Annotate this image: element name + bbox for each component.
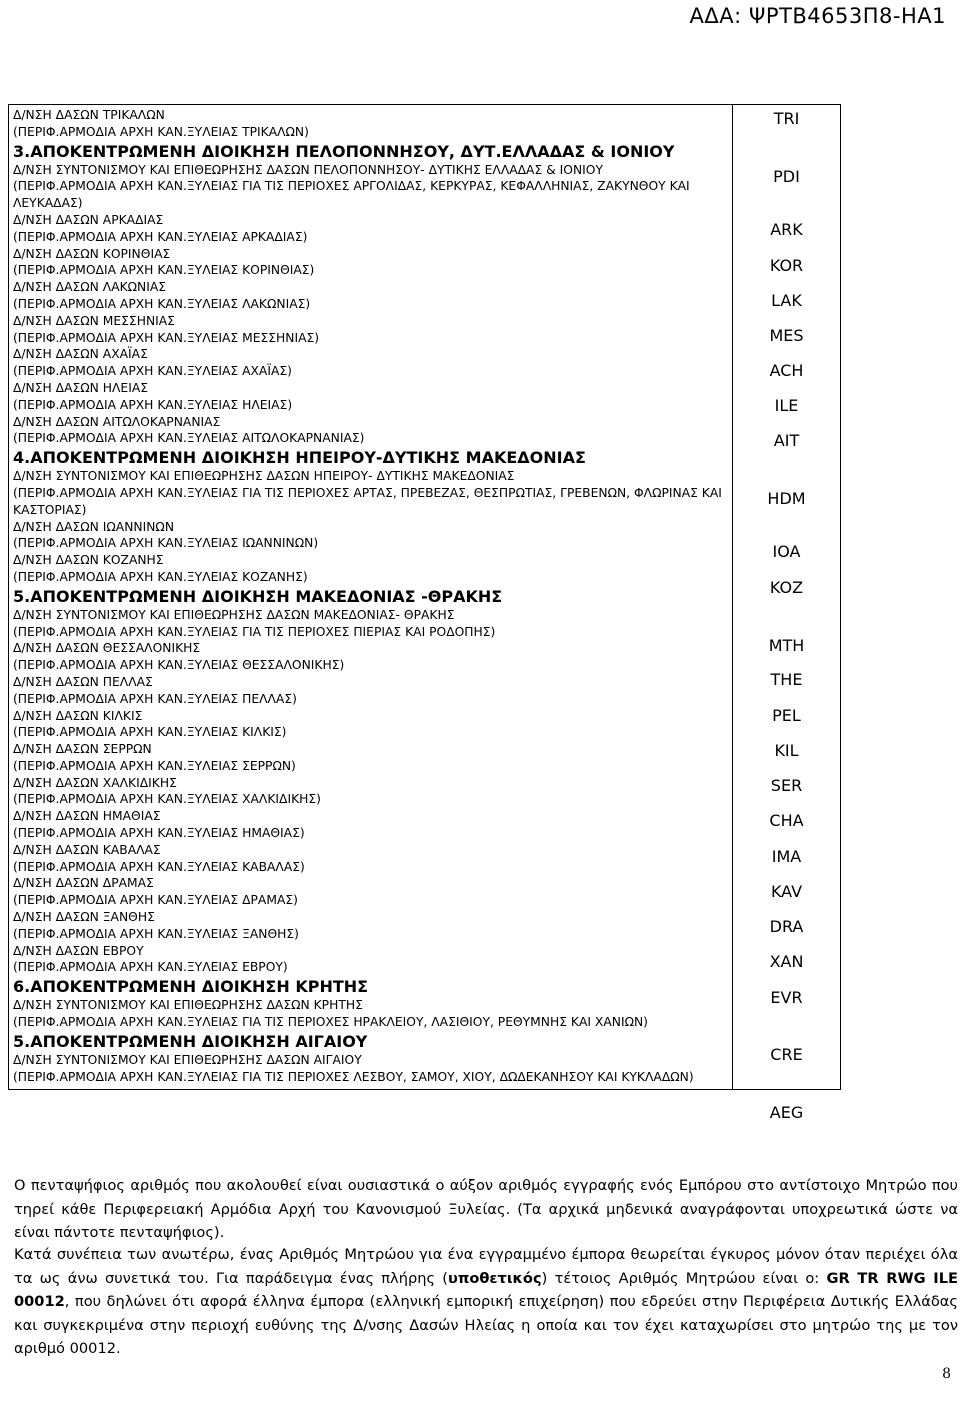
- authority-name: (ΠΕΡΙΦ.ΑΡΜΟΔΙΑ ΑΡΧΗ ΚΑΝ.ΞΥΛΕΙΑΣ ΓΙΑ ΤΙΣ ΠΕΡΙΟΧΕΣ ΗΡΑΚΛΕΙΟΥ, ΛΑΣΙΘΙΟΥ, ΡΕΘΥΜΝΗΣ ΚΑΙ ΧΑΝΙΩΝ): [13, 1015, 648, 1030]
- example-hypothetical: υποθετικός: [447, 1269, 542, 1287]
- authority-name: (ΠΕΡΙΦ.ΑΡΜΟΔΙΑ ΑΡΧΗ ΚΑΝ.ΞΥΛΕΙΑΣ ΓΙΑ ΤΙΣ ΠΕΡΙΟΧΕΣ ΠΙΕΡΙΑΣ ΚΑΙ ΡΟΔΟΠΗΣ): [13, 624, 496, 639]
- directorate-name: Δ/ΝΣΗ ΔΑΣΩΝ ΑΙΤΩΛΟΚΑΡΝΑΝΙΑΣ: [13, 414, 221, 429]
- authority-code: DRA: [769, 917, 804, 936]
- authority-name: (ΠΕΡΙΦ.ΑΡΜΟΔΙΑ ΑΡΧΗ ΚΑΝ.ΞΥΛΕΙΑΣ ΘΕΣΣΑΛΟΝΙΚΗΣ): [13, 658, 345, 673]
- authority-name: (ΠΕΡΙΦ.ΑΡΜΟΔΙΑ ΑΡΧΗ ΚΑΝ.ΞΥΛΕΙΑΣ ΤΡΙΚΑΛΩΝ): [13, 124, 309, 139]
- authority-name: (ΠΕΡΙΦ.ΑΡΜΟΔΙΑ ΑΡΧΗ ΚΑΝ.ΞΥΛΕΙΑΣ ΠΕΛΛΑΣ): [13, 691, 297, 706]
- example-text: ) τέτοιος Αριθμός Μητρώου είναι ο:: [541, 1269, 827, 1287]
- directorate-name: Δ/ΝΣΗ ΔΑΣΩΝ ΑΧΑΪΑΣ: [13, 347, 148, 362]
- authority-code: TRI: [773, 109, 800, 128]
- directorate-name: Δ/ΝΣΗ ΣΥΝΤΟΝΙΣΜΟΥ ΚΑΙ ΕΠΙΘΕΩΡΗΣΗΣ ΔΑΣΩΝ ΗΠΕΙΡΟΥ- ΔΥΤΙΚΗΣ ΜΑΚΕΔΟΝΙΑΣ: [13, 469, 515, 484]
- section-heading: 6.ΑΠΟΚΕΝΤΡΩΜΕΝΗ ΔΙΟΙΚΗΣΗ ΚΡΗΤΗΣ: [13, 977, 369, 997]
- authority-name: (ΠΕΡΙΦ.ΑΡΜΟΔΙΑ ΑΡΧΗ ΚΑΝ.ΞΥΛΕΙΑΣ ΧΑΛΚΙΔΙΚΗΣ): [13, 792, 321, 807]
- directorate-name: Δ/ΝΣΗ ΔΑΣΩΝ ΔΡΑΜΑΣ: [13, 876, 154, 891]
- authority-code: ARK: [770, 220, 803, 239]
- directorate-name: Δ/ΝΣΗ ΔΑΣΩΝ ΛΑΚΩΝΙΑΣ: [13, 280, 167, 295]
- directorate-name: Δ/ΝΣΗ ΣΥΝΤΟΝΙΣΜΟΥ ΚΑΙ ΕΠΙΘΕΩΡΗΣΗΣ ΔΑΣΩΝ ΠΕΛΟΠΟΝΝΗΣΟΥ- ΔΥΤΙΚΗΣ ΕΛΛΑΔΑΣ & ΙΟΝΙΟΥ: [13, 162, 603, 177]
- authority-name: (ΠΕΡΙΦ.ΑΡΜΟΔΙΑ ΑΡΧΗ ΚΑΝ.ΞΥΛΕΙΑΣ ΓΙΑ ΤΙΣ ΠΕΡΙΟΧΕΣ ΛΕΣΒΟΥ, ΣΑΜΟΥ, ΧΙΟΥ, ΔΩΔΕΚΑΝΗΣΟΥ ΚΑΙ ΚΥΚΛΑΔΩΝ): [13, 1069, 694, 1084]
- authority-name: (ΠΕΡΙΦ.ΑΡΜΟΔΙΑ ΑΡΧΗ ΚΑΝ.ΞΥΛΕΙΑΣ ΑΙΤΩΛΟΚΑΡΝΑΝΙΑΣ): [13, 431, 365, 446]
- codes-column: [733, 105, 841, 1122]
- directorate-name: Δ/ΝΣΗ ΔΑΣΩΝ ΗΛΕΙΑΣ: [13, 380, 149, 395]
- directorate-name: Δ/ΝΣΗ ΔΑΣΩΝ ΕΒΡΟΥ: [13, 943, 144, 958]
- authority-code: ACH: [769, 361, 804, 380]
- authority-code: KIL: [774, 741, 799, 760]
- directorate-name: Δ/ΝΣΗ ΔΑΣΩΝ ΜΕΣΣΗΝΙΑΣ: [13, 313, 175, 328]
- authority-name: (ΠΕΡΙΦ.ΑΡΜΟΔΙΑ ΑΡΧΗ ΚΑΝ.ΞΥΛΕΙΑΣ ΗΛΕΙΑΣ): [13, 397, 293, 412]
- authority-name: (ΠΕΡΙΦ.ΑΡΜΟΔΙΑ ΑΡΧΗ ΚΑΝ.ΞΥΛΕΙΑΣ ΛΑΚΩΝΙΑΣ): [13, 296, 311, 311]
- authority-name: (ΠΕΡΙΦ.ΑΡΜΟΔΙΑ ΑΡΧΗ ΚΑΝ.ΞΥΛΕΙΑΣ ΑΡΚΑΔΙΑΣ): [13, 229, 308, 244]
- directorate-name: Δ/ΝΣΗ ΔΑΣΩΝ ΚΟΡΙΝΘΙΑΣ: [13, 246, 171, 261]
- directorate-name: Δ/ΝΣΗ ΔΑΣΩΝ ΠΕΛΛΑΣ: [13, 674, 153, 689]
- authority-name: (ΠΕΡΙΦ.ΑΡΜΟΔΙΑ ΑΡΧΗ ΚΑΝ.ΞΥΛΕΙΑΣ ΚΙΛΚΙΣ): [13, 725, 287, 740]
- authority-code: XAN: [769, 952, 804, 971]
- directorate-name: Δ/ΝΣΗ ΔΑΣΩΝ ΑΡΚΑΔΙΑΣ: [13, 212, 164, 227]
- section-heading: 5.ΑΠΟΚΕΝΤΡΩΜΕΝΗ ΔΙΟΙΚΗΣΗ ΑΙΓΑΙΟΥ: [13, 1031, 368, 1051]
- authority-code: IMA: [771, 847, 802, 866]
- section-heading: 4.ΑΠΟΚΕΝΤΡΩΜΕΝΗ ΔΙΟΙΚΗΣΗ ΗΠΕΙΡΟΥ-ΔΥΤΙΚΗΣ ΜΑΚΕΔΟΝΙΑΣ: [13, 448, 586, 468]
- directorate-name: Δ/ΝΣΗ ΔΑΣΩΝ ΗΜΑΘΙΑΣ: [13, 809, 161, 824]
- authority-code: ILE: [774, 396, 799, 415]
- example-registry-number: GR TR RWG ILE 00012: [14, 1269, 959, 1310]
- authority-code: KOR: [769, 256, 804, 275]
- authority-name: (ΠΕΡΙΦ.ΑΡΜΟΔΙΑ ΑΡΧΗ ΚΑΝ.ΞΥΛΕΙΑΣ ΓΙΑ ΤΙΣ ΠΕΡΙΟΧΕΣ ΑΡΤΑΣ, ΠΡΕΒΕΖΑΣ, ΘΕΣΠΡΩΤΙΑΣ, ΓΡΕΒΕΝΩΝ, ΦΛΩΡΙΝΑΣ ΚΑΙ ΚΑΣΤΟΡΙΑΣ): [13, 485, 722, 517]
- authority-name: (ΠΕΡΙΦ.ΑΡΜΟΔΙΑ ΑΡΧΗ ΚΑΝ.ΞΥΛΕΙΑΣ ΜΕΣΣΗΝΙΑΣ): [13, 330, 320, 345]
- authority-name: (ΠΕΡΙΦ.ΑΡΜΟΔΙΑ ΑΡΧΗ ΚΑΝ.ΞΥΛΕΙΑΣ ΚΟΡΙΝΘΙΑΣ): [13, 263, 315, 278]
- authority-code: MES: [769, 326, 804, 345]
- directorate-name: Δ/ΝΣΗ ΣΥΝΤΟΝΙΣΜΟΥ ΚΑΙ ΕΠΙΘΕΩΡΗΣΗΣ ΔΑΣΩΝ ΜΑΚΕΔΟΝΙΑΣ- ΘΡΑΚΗΣ: [13, 607, 455, 622]
- authority-name: (ΠΕΡΙΦ.ΑΡΜΟΔΙΑ ΑΡΧΗ ΚΑΝ.ΞΥΛΕΙΑΣ ΞΑΝΘΗΣ): [13, 926, 299, 941]
- section-heading: 3.ΑΠΟΚΕΝΤΡΩΜΕΝΗ ΔΙΟΙΚΗΣΗ ΠΕΛΟΠΟΝΝΗΣΟΥ, ΔΥΤ.ΕΛΛΑΔΑΣ & ΙΟΝΙΟΥ: [13, 141, 675, 161]
- authority-code: THE: [770, 670, 803, 689]
- authority-name: (ΠΕΡΙΦ.ΑΡΜΟΔΙΑ ΑΡΧΗ ΚΑΝ.ΞΥΛΕΙΑΣ ΑΧΑΪΑΣ): [13, 364, 292, 379]
- directorate-name: Δ/ΝΣΗ ΔΑΣΩΝ ΙΩΑΝΝΙΝΩΝ: [13, 519, 175, 534]
- authority-code: MTH: [768, 636, 805, 655]
- authority-name: (ΠΕΡΙΦ.ΑΡΜΟΔΙΑ ΑΡΧΗ ΚΑΝ.ΞΥΛΕΙΑΣ ΗΜΑΘΙΑΣ): [13, 826, 305, 841]
- directorate-name: Δ/ΝΣΗ ΔΑΣΩΝ ΚΑΒΑΛΑΣ: [13, 842, 161, 857]
- authority-code: IOA: [772, 542, 801, 561]
- directorate-name: Δ/ΝΣΗ ΔΑΣΩΝ ΧΑΛΚΙΔΙΚΗΣ: [13, 775, 177, 790]
- authority-code: KAV: [770, 882, 803, 901]
- ada-header: ΑΔΑ: ΨΡΤΒ4653Π8-ΗΑ1: [689, 4, 946, 28]
- authority-code: AEG: [769, 1103, 804, 1122]
- authority-code: AIT: [773, 431, 800, 450]
- directorate-name: Δ/ΝΣΗ ΔΑΣΩΝ ΚΙΛΚΙΣ: [13, 708, 143, 723]
- authority-code: LAK: [771, 291, 802, 310]
- directorate-name: Δ/ΝΣΗ ΣΥΝΤΟΝΙΣΜΟΥ ΚΑΙ ΕΠΙΘΕΩΡΗΣΗΣ ΔΑΣΩΝ ΑΙΓΑΙΟΥ: [13, 1052, 362, 1067]
- section-heading: 5.ΑΠΟΚΕΝΤΡΩΜΕΝΗ ΔΙΟΙΚΗΣΗ ΜΑΚΕΔΟΝΙΑΣ -ΘΡΑΚΗΣ: [13, 586, 503, 606]
- directorate-name: Δ/ΝΣΗ ΔΑΣΩΝ ΤΡΙΚΑΛΩΝ: [13, 108, 165, 122]
- authority-code: CHA: [769, 811, 804, 830]
- authority-code: EVR: [770, 988, 803, 1007]
- directorate-name: Δ/ΝΣΗ ΣΥΝΤΟΝΙΣΜΟΥ ΚΑΙ ΕΠΙΘΕΩΡΗΣΗΣ ΔΑΣΩΝ ΚΡΗΤΗΣ: [13, 998, 363, 1013]
- authority-name: (ΠΕΡΙΦ.ΑΡΜΟΔΙΑ ΑΡΧΗ ΚΑΝ.ΞΥΛΕΙΑΣ ΣΕΡΡΩΝ): [13, 758, 296, 773]
- authority-name: (ΠΕΡΙΦ.ΑΡΜΟΔΙΑ ΑΡΧΗ ΚΑΝ.ΞΥΛΕΙΑΣ ΕΒΡΟΥ): [13, 960, 288, 975]
- authorities-table: [8, 104, 841, 1122]
- authority-name: (ΠΕΡΙΦ.ΑΡΜΟΔΙΑ ΑΡΧΗ ΚΑΝ.ΞΥΛΕΙΑΣ ΔΡΑΜΑΣ): [13, 893, 298, 908]
- authority-code: HDM: [767, 489, 806, 508]
- directorate-name: Δ/ΝΣΗ ΔΑΣΩΝ ΞΑΝΘΗΣ: [13, 910, 155, 925]
- authority-name: (ΠΕΡΙΦ.ΑΡΜΟΔΙΑ ΑΡΧΗ ΚΑΝ.ΞΥΛΕΙΑΣ ΙΩΑΝΝΙΝΩΝ): [13, 536, 319, 551]
- authority-code: PEL: [772, 706, 801, 725]
- authority-code: SER: [770, 776, 803, 795]
- authority-code: KOZ: [769, 578, 804, 597]
- page-number: 8: [942, 1366, 951, 1382]
- authority-name: (ΠΕΡΙΦ.ΑΡΜΟΔΙΑ ΑΡΧΗ ΚΑΝ.ΞΥΛΕΙΑΣ ΚΟΖΑΝΗΣ): [13, 569, 308, 584]
- authority-code: CRE: [770, 1045, 803, 1064]
- directorate-name: Δ/ΝΣΗ ΔΑΣΩΝ ΘΕΣΣΑΛΟΝΙΚΗΣ: [13, 641, 201, 656]
- example-paragraph: [14, 1243, 958, 1361]
- authorities-list: [9, 105, 733, 1090]
- authority-code: PDI: [773, 167, 800, 186]
- directorate-name: Δ/ΝΣΗ ΔΑΣΩΝ ΣΕΡΡΩΝ: [13, 742, 152, 757]
- authority-name: (ΠΕΡΙΦ.ΑΡΜΟΔΙΑ ΑΡΧΗ ΚΑΝ.ΞΥΛΕΙΑΣ ΚΑΒΑΛΑΣ): [13, 859, 305, 874]
- example-text: Κατά συνέπεια των ανωτέρω, ένας Αριθμός Μητρώου για ένα εγγραμμένο έμπορα θεωρείται έγκυρος μόνον όταν περιέχει όλα τα ως άνω συνετικά του. Για παράδειγμα ένας πλήρης (: [14, 1246, 958, 1287]
- directorate-name: Δ/ΝΣΗ ΔΑΣΩΝ ΚΟΖΑΝΗΣ: [13, 553, 164, 568]
- example-text: , που δηλώνει ότι αφορά έλληνα έμπορα (ελληνική εμπορική επιχείρηση) που εδρεύει στην Περιφέρεια Δυτικής Ελλάδας και συγκεκριμένα στην περιοχή ευθύνης της Δ/νσης Δασών Ηλείας η οποία και τον έχει καταχωρίσει στο μητρώο της με τον αριθμό 00012.: [14, 1293, 958, 1357]
- authority-name: (ΠΕΡΙΦ.ΑΡΜΟΔΙΑ ΑΡΧΗ ΚΑΝ.ΞΥΛΕΙΑΣ ΓΙΑ ΤΙΣ ΠΕΡΙΟΧΕΣ ΑΡΓΟΛΙΔΑΣ, ΚΕΡΚΥΡΑΣ, ΚΕΦΑΛΛΗΝΙΑΣ, ΖΑΚΥΝΘΟΥ ΚΑΙ ΛΕΥΚΑΔΑΣ): [13, 179, 690, 211]
- explanation-paragraph: Ο πενταψήφιος αριθμός που ακολουθεί είναι ουσιαστικά ο αύξον αριθμός εγγραφής ενός Εμπόρου στο αντίστοιχο Μητρώο που τηρεί κάθε Περιφερειακή Αρμόδια Αρχή του Κανονισμού Ξυλείας. (Τα αρχικά μηδενικά αναγράφονται υποχρεωτικά ώστε να είναι πάντοτε πενταψήφιος).: [14, 1177, 958, 1241]
